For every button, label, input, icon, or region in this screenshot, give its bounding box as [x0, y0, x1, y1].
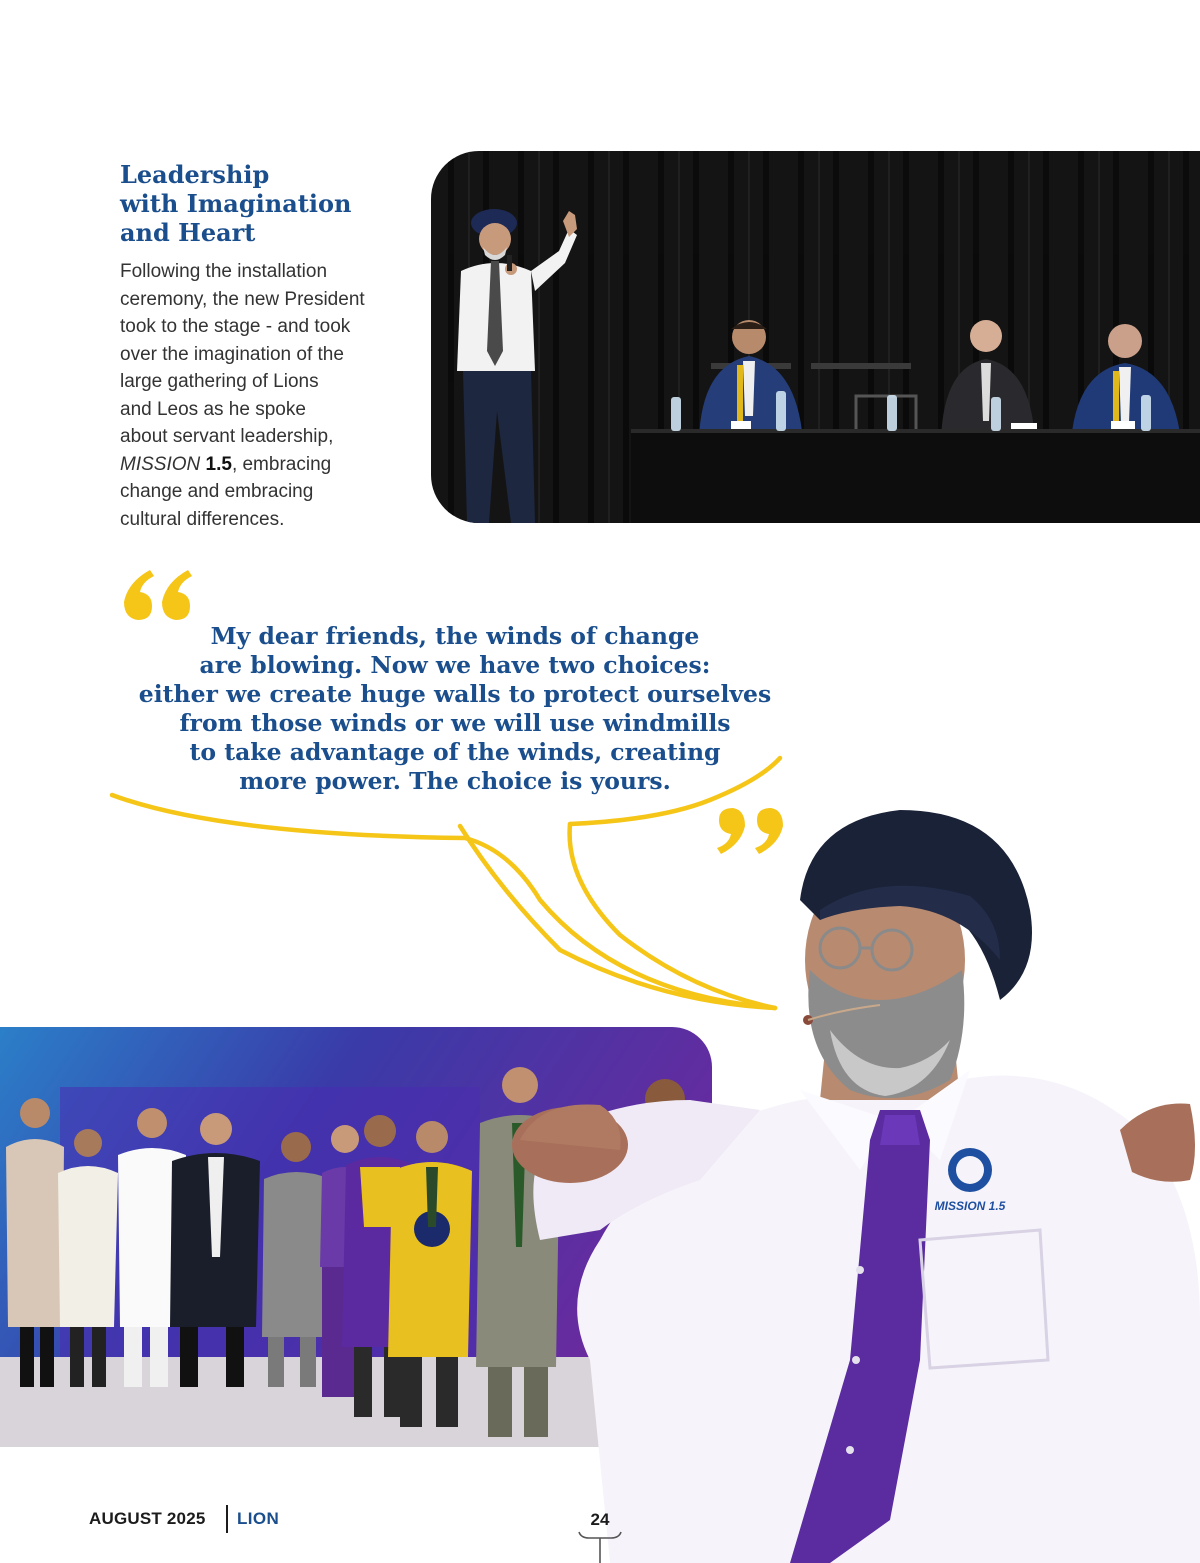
quote-line: My dear friends, the winds of change [210, 622, 700, 650]
close-quote-icon [715, 802, 795, 862]
mission-italic: MISSION [120, 453, 201, 475]
quote-line: are blowing. Now we have two choices: [199, 651, 711, 679]
footer-divider [226, 1505, 228, 1533]
mission-tail: , embracing [231, 453, 332, 475]
pull-quote [100, 622, 810, 796]
body-line: cultural differences. [120, 508, 285, 530]
quote-line: to take advantage of the winds, creating [189, 738, 721, 766]
body-line: took to the stage - and took [120, 316, 351, 337]
body-line: about servant leadership, [120, 426, 334, 447]
body-line: over the imagination of the [120, 343, 344, 365]
open-quote-icon [118, 560, 198, 630]
shirt-logo-text: MISSION 1.5 [934, 1199, 1006, 1213]
article-body [120, 258, 410, 533]
quote-line: from those winds or we will use windmills [179, 709, 731, 737]
body-line: ceremony, the new President [120, 288, 365, 310]
footer-issue-date: AUGUST 2025 [89, 1509, 206, 1528]
article-heading [120, 160, 410, 247]
page-number: 24 [590, 1510, 610, 1529]
heading-line: with Imagination [120, 189, 352, 218]
quote-line: more power. The choice is yours. [239, 767, 671, 795]
stage-panel-photo [431, 151, 1200, 523]
heading-line: Leadership [120, 160, 270, 189]
body-line-mission [120, 451, 410, 479]
mission-number: 1.5 [205, 453, 232, 475]
body-line: large gathering of Lions [120, 371, 319, 392]
body-line: and Leos as he spoke [120, 398, 306, 420]
body-line: Following the installation [120, 261, 328, 282]
heading-line: and Heart [120, 218, 256, 247]
body-line: change and embracing [120, 481, 314, 502]
footer-magazine-name: LION [237, 1509, 280, 1528]
quote-line: either we create huge walls to protect ourselves [138, 680, 772, 708]
page-number-bracket [575, 1524, 625, 1563]
speaker-photo [500, 800, 1200, 1563]
